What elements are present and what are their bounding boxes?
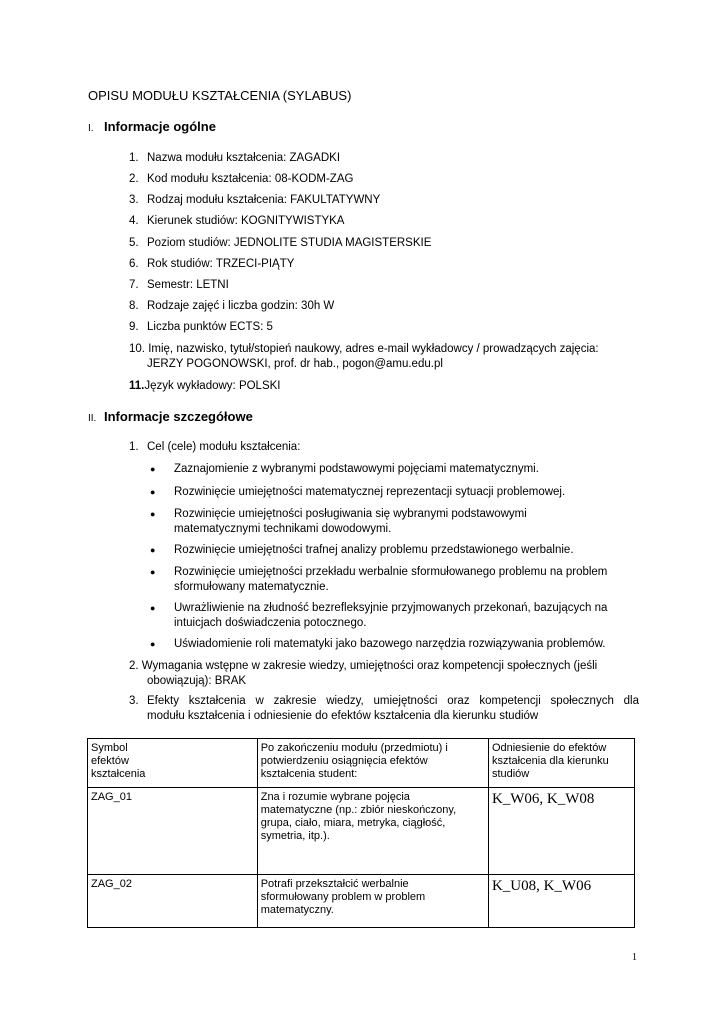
list-item: 6. Rok studiów: TRZECI-PIĄTY — [129, 258, 295, 270]
list-item: 10. Imię, nazwisko, tytuł/stopień naukowy, adres e-mail wykładowcy / prowadzących zajęcia: JERZY POGONOWSKI, prof. dr hab., pogon@amu.edu.pl — [129, 342, 649, 371]
list-item: 8. Rodzaje zajęć i liczba godzin: 30h W — [129, 300, 335, 312]
list-item: 2. Kod modułu kształcenia: 08-KODM-ZAG — [129, 173, 354, 185]
list-item: 1. Nazwa modułu kształcenia: ZAGADKI — [129, 152, 341, 164]
table-cell: K_U08, K_W06 — [488, 875, 634, 928]
section-1-number: I. — [88, 123, 94, 134]
list-item: 1. Cel (cele) modułu kształcenia: — [129, 441, 301, 453]
document-title: OPISU MODUŁU KSZTAŁCENIA (SYLABUS) — [88, 88, 352, 103]
section-2-heading — [88, 409, 253, 424]
list-item: 3. Efekty kształcenia w zakresie wiedzy, umiejętności oraz kompetencji społecznych dla modułu kształcenia i odniesienie do efektów kształcenia dla kierunku studiów — [129, 695, 639, 722]
lecturer-info: JERZY POGONOWSKI, prof. dr hab., pogon@amu.edu.pl — [147, 357, 443, 370]
section-2-title: Informacje szczegółowe — [104, 409, 253, 424]
table-header-cell: Symbol efektów kształcenia — [88, 739, 258, 788]
table-cell: Potrafi przekształcić werbalnie sformułowany problem w problem matematyczny. — [257, 875, 488, 928]
bullet-icon: ● — [150, 639, 156, 649]
list-item: 11.Język wykładowy: POLSKI — [129, 380, 281, 392]
list-item: 2. Wymagania wstępne w zakresie wiedzy, umiejętności oraz kompetencji społecznych (jeśli obowiązują): BRAK — [129, 660, 598, 687]
list-item: 9. Liczba punktów ECTS: 5 — [129, 321, 273, 333]
bullet-icon: ● — [150, 509, 156, 519]
page-number: 1 — [632, 952, 637, 963]
list-item: 5. Poziom studiów: JEDNOLITE STUDIA MAGISTERSKIE — [129, 237, 432, 249]
bullet-item: ● Uwrażliwienie na złudność bezrefleksyjnie przyjmowanych przekonań, bazujących na intuicjach doświadczenia potocznego. — [150, 602, 608, 629]
table-cell: Zna i rozumie wybrane pojęcia matematyczne (np.: zbiór nieskończony, grupa, ciało, miara, metryka, ciągłość, symetria, itp.). — [257, 788, 488, 875]
bullet-item: ● Uświadomienie roli matematyki jako bazowego narzędzia rozwiązywania problemów. — [150, 638, 606, 650]
section-2-number: II. — [88, 413, 97, 424]
table-cell: ZAG_02 — [88, 875, 258, 928]
bullet-icon: ● — [150, 567, 156, 577]
list-item: 4. Kierunek studiów: KOGNITYWISTYKA — [129, 215, 345, 227]
table-row — [88, 875, 635, 928]
bullet-item: ● Rozwinięcie umiejętności matematycznej reprezentacji sytuacji problemowej. — [150, 486, 566, 498]
bullet-icon: ● — [150, 487, 156, 497]
section-1-title: Informacje ogólne — [104, 119, 216, 134]
bullet-icon: ● — [150, 545, 156, 555]
table-header-row — [88, 739, 635, 788]
table-header-cell: Odniesienie do efektów kształcenia dla kierunku studiów — [488, 739, 634, 788]
section-1-heading — [88, 119, 216, 134]
bullet-icon: ● — [150, 603, 156, 613]
list-item: 7. Semestr: LETNI — [129, 279, 229, 291]
bullet-item: ● Zaznajomienie z wybranymi podstawowymi pojęciami matematycznymi. — [150, 463, 539, 475]
bullet-item: ● Rozwinięcie umiejętności posługiwania się wybranymi podstawowymi matematycznymi technikami dowodowymi. — [150, 508, 527, 535]
list-item: 3. Rodzaj modułu kształcenia: FAKULTATYWNY — [129, 194, 381, 206]
table-cell: K_W06, K_W08 — [488, 788, 634, 875]
table-row — [88, 788, 635, 875]
bullet-item: ● Rozwinięcie umiejętności trafnej analizy problemu przedstawionego werbalnie. — [150, 544, 574, 556]
bullet-item: ● Rozwinięcie umiejętności przekładu werbalnie sformułowanego problemu na problem sformułowany matematycznie. — [150, 566, 608, 593]
table-cell: ZAG_01 — [88, 788, 258, 875]
learning-outcomes-table — [87, 738, 635, 928]
table-header-cell: Po zakończeniu modułu (przedmiotu) i potwierdzeniu osiągnięcia efektów kształcenia student: — [257, 739, 488, 788]
bullet-icon: ● — [150, 464, 156, 474]
